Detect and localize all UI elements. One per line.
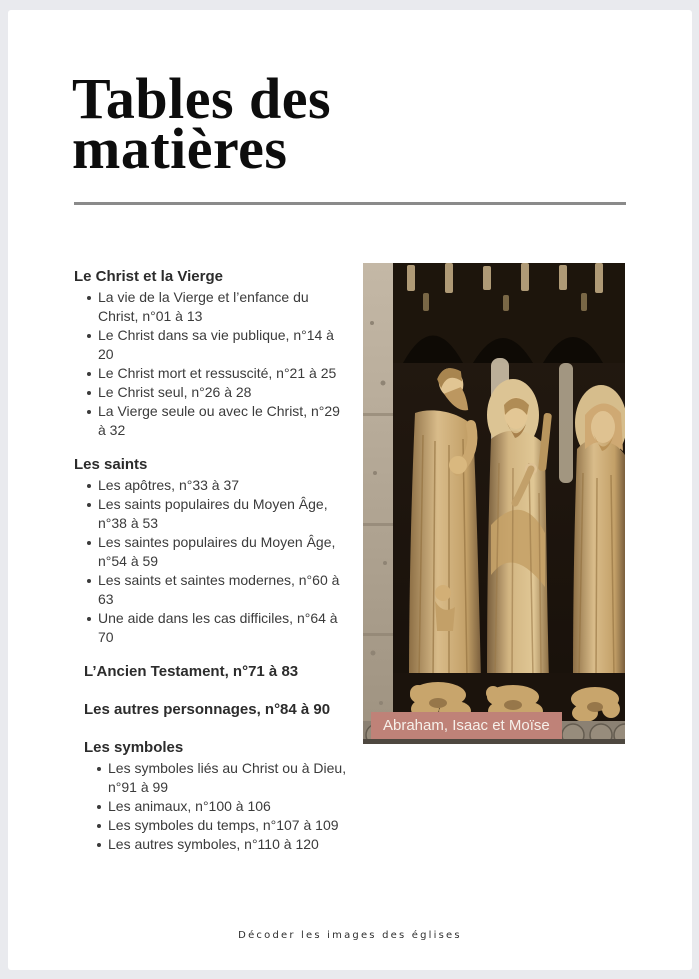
figure-caption: Abraham, Isaac et Moïse bbox=[371, 712, 562, 739]
toc-section-heading: Les saints bbox=[74, 456, 148, 473]
toc-item: Le Christ dans sa vie publique, n°14 à 20 bbox=[74, 326, 348, 364]
toc-item: Une aide dans les cas difficiles, n°64 à 70 bbox=[74, 609, 348, 647]
toc-item: Les saints et saintes modernes, n°60 à 63 bbox=[74, 571, 348, 609]
title-divider bbox=[74, 202, 626, 205]
toc-item: Les saintes populaires du Moyen Âge, n°54 à 59 bbox=[74, 533, 348, 571]
toc-item: La vie de la Vierge et l’enfance du Christ, n°01 à 13 bbox=[74, 288, 348, 326]
toc-section-heading: L’Ancien Testament, n°71 à 83 bbox=[84, 663, 299, 680]
page-title bbox=[72, 66, 552, 181]
canopy bbox=[393, 263, 625, 363]
toc-section bbox=[84, 738, 348, 854]
toc-section bbox=[84, 662, 348, 681]
page-title-line2: matières bbox=[72, 116, 288, 181]
statues-photo bbox=[363, 263, 625, 744]
toc-item: La Vierge seule ou avec le Christ, n°29 à 32 bbox=[74, 402, 348, 440]
toc-item: Les symboles liés au Christ ou à Dieu, n°91 à 99 bbox=[84, 759, 348, 797]
page-title-line1: Tables des bbox=[72, 66, 332, 131]
toc-item: Le Christ seul, n°26 à 28 bbox=[74, 383, 348, 402]
toc-item: Le Christ mort et ressuscité, n°21 à 25 bbox=[74, 364, 348, 383]
toc-list bbox=[74, 288, 348, 440]
toc-list bbox=[84, 759, 348, 854]
stone-wall bbox=[363, 263, 393, 744]
toc-section-heading: Le Christ et la Vierge bbox=[74, 268, 223, 285]
toc-section bbox=[74, 267, 348, 440]
statue-center bbox=[487, 397, 552, 681]
statues-figure bbox=[363, 263, 625, 744]
toc-item: Les saints populaires du Moyen Âge, n°38 à 53 bbox=[74, 495, 348, 533]
toc-item: Les symboles du temps, n°107 à 109 bbox=[84, 816, 348, 835]
toc-item: Les autres symboles, n°110 à 120 bbox=[84, 835, 348, 854]
toc-section bbox=[74, 455, 348, 647]
document-page bbox=[8, 10, 692, 970]
toc-list bbox=[74, 476, 348, 647]
toc-section bbox=[84, 700, 348, 719]
toc-item: Les apôtres, n°33 à 37 bbox=[74, 476, 348, 495]
footer-text: Décoder les images des églises bbox=[238, 930, 462, 941]
table-of-contents bbox=[74, 267, 348, 869]
pillar bbox=[559, 363, 573, 483]
toc-item: Les animaux, n°100 à 106 bbox=[84, 797, 348, 816]
toc-section-heading: Les symboles bbox=[84, 739, 184, 756]
toc-section-heading: Les autres personnages, n°84 à 90 bbox=[84, 701, 331, 718]
